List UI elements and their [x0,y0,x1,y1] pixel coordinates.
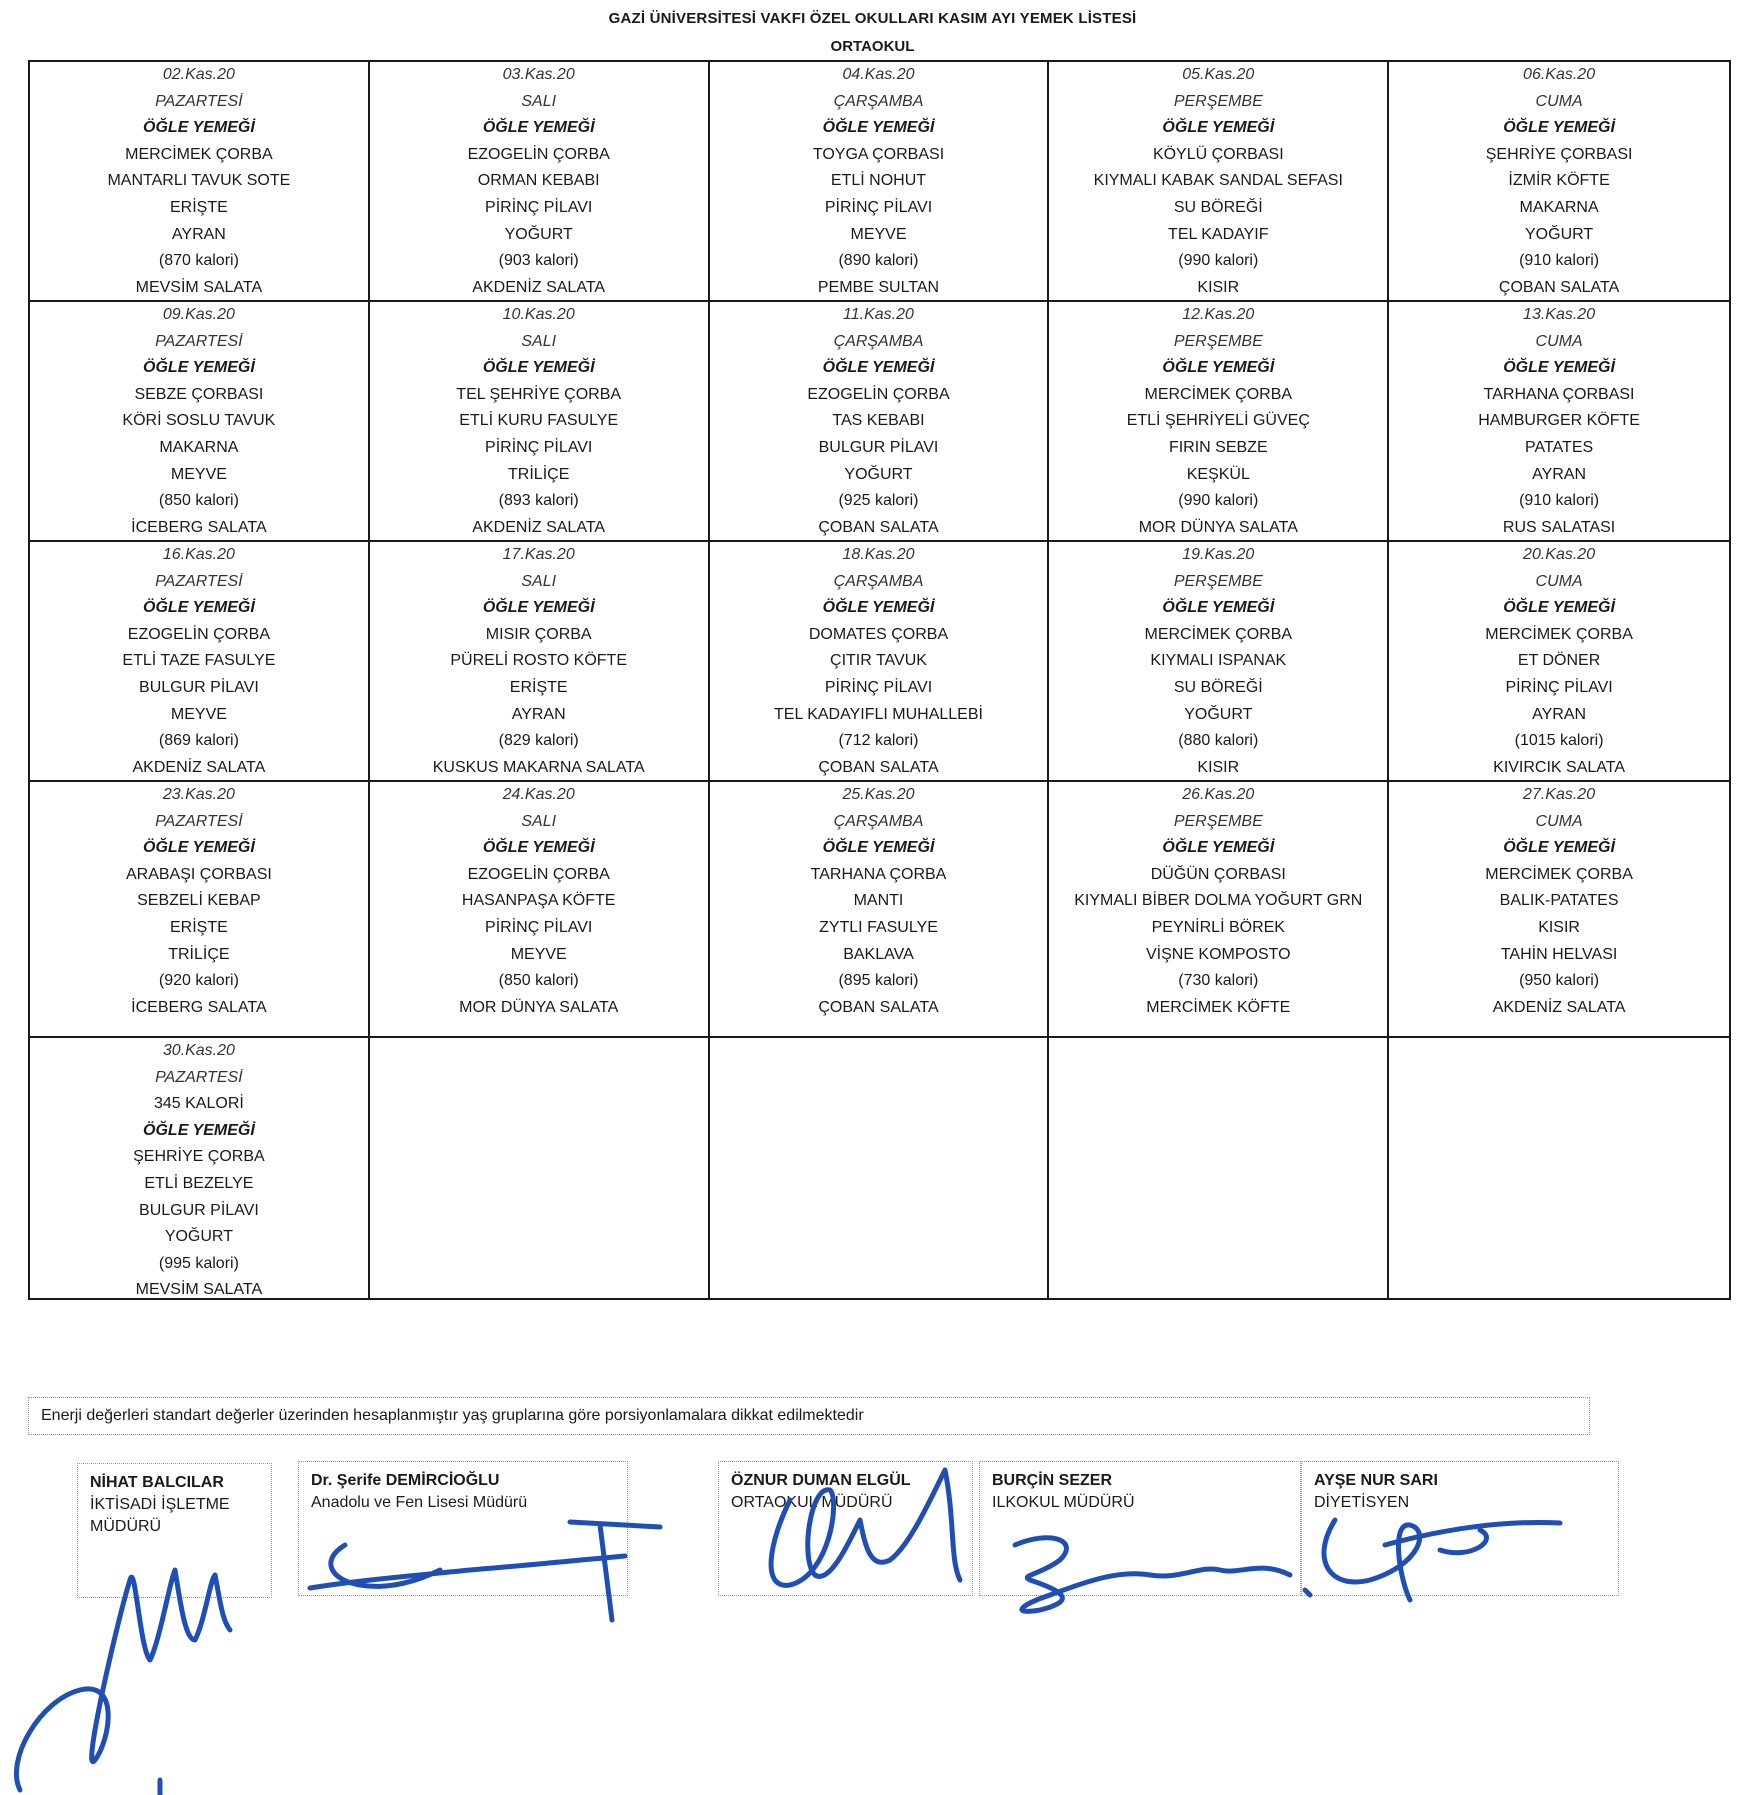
meal-label: ÖĞLE YEMEĞİ [822,359,935,377]
day-name: PERŞEMBE [1173,572,1263,590]
empty-day-cell [710,1038,1050,1298]
menu-item: ZYTLI FASULYE [819,918,938,936]
day-date: 06.Kas.20 [1523,66,1596,83]
day-cell [370,302,710,542]
menu-item: PEYNİRLİ BÖREK [1151,918,1285,936]
side-dish: MOR DÜNYA SALATA [459,998,619,1016]
menu-item: MAKARNA [159,438,239,456]
menu-item: ÇITIR TAVUK [830,652,927,670]
meal-label: ÖĞLE YEMEĞİ [1162,359,1275,377]
menu-item: MERCİMEK ÇORBA [1144,385,1293,403]
calorie-value: (995 kalori) [158,1254,239,1272]
signatory-title: İKTİSADİ İŞLETME [90,1496,230,1513]
day-cell [1389,302,1729,542]
day-cell [710,782,1050,1038]
day-date: 20.Kas.20 [1523,546,1596,563]
day-date: 05.Kas.20 [1182,66,1255,83]
menu-table [28,60,1731,1300]
menu-item: EZOGELİN ÇORBA [467,865,610,883]
meal-label: ÖĞLE YEMEĞİ [143,119,255,137]
menu-item: BALIK-PATATES [1499,892,1619,910]
day-date: 27.Kas.20 [1523,786,1596,803]
menu-item: MEYVE [850,225,907,243]
menu-item: MERCİMEK ÇORBA [125,145,273,163]
menu-item: SU BÖREĞİ [1173,678,1263,696]
calorie-value: (920 kalori) [158,972,239,990]
side-dish: İCEBERG SALATA [131,998,267,1016]
signatory-name: NİHAT BALCILAR [90,1474,224,1491]
menu-item: PİRİNÇ PİLAVI [485,198,593,216]
meal-label: ÖĞLE YEMEĞİ [1162,119,1275,137]
day-cell [1049,302,1389,542]
menu-item: MISIR ÇORBA [485,625,592,643]
menu-item: KIYMALI BİBER DOLMA YOĞURT GRN [1074,892,1363,910]
page-subtitle: ORTAOKUL [830,38,915,55]
day-name: ÇARŞAMBA [833,572,924,590]
day-cell [710,302,1050,542]
menu-item: DOMATES ÇORBA [808,625,949,643]
day-name: SALI [521,572,557,590]
side-dish: MOR DÜNYA SALATA [1138,518,1298,536]
menu-item: PİRİNÇ PİLAVI [485,918,593,936]
menu-item: ETLİ KURU FASULYE [459,412,619,430]
side-dish: ÇOBAN SALATA [818,518,939,536]
menu-item: PATATES [1525,438,1594,456]
day-cell [30,1038,370,1298]
menu-item: TAHİN HELVASI [1500,945,1618,963]
meal-label: ÖĞLE YEMEĞİ [1162,599,1275,617]
menu-item: SEBZE ÇORBASI [134,385,264,403]
day-name: ÇARŞAMBA [833,812,924,830]
menu-item: MEYVE [170,465,227,483]
day-name: PAZARTESİ [155,812,243,830]
side-dish: ÇOBAN SALATA [818,998,939,1016]
day-name: PERŞEMBE [1173,92,1263,110]
menu-item: EZOGELİN ÇORBA [127,625,271,643]
menu-item: AYRAN [171,225,226,243]
meal-label: ÖĞLE YEMEĞİ [143,599,255,617]
menu-item: ETLİ TAZE FASULYE [122,652,276,670]
day-name: CUMA [1535,572,1583,590]
calorie-value: (880 kalori) [1178,732,1259,750]
day-cell [710,62,1050,302]
meal-label: ÖĞLE YEMEĞİ [143,839,255,857]
day-date: 25.Kas.20 [842,786,915,803]
menu-item: BULGUR PİLAVI [818,438,939,456]
meal-label: ÖĞLE YEMEĞİ [143,359,255,377]
menu-item: PİRİNÇ PİLAVI [824,198,933,216]
day-cell [370,782,710,1038]
day-cell [1049,542,1389,782]
day-name: SALI [521,332,557,350]
signatory-name: ÖZNUR DUMAN ELGÜL [731,1472,911,1489]
menu-item: KISIR [1538,918,1580,936]
day-cell [30,302,370,542]
day-name: PERŞEMBE [1173,332,1263,350]
signatory-name: BURÇİN SEZER [992,1472,1113,1489]
day-date: 23.Kas.20 [162,786,235,803]
day-date: 24.Kas.20 [502,786,575,803]
menu-item: YOĞURT [504,225,573,243]
calorie-value: (730 kalori) [1178,972,1259,990]
day-calorie-note: 345 KALORİ [153,1095,244,1113]
day-cell [1389,62,1729,302]
day-date: 13.Kas.20 [1523,306,1596,323]
day-name: PAZARTESİ [155,92,243,110]
calorie-value: (910 kalori) [1519,492,1600,510]
meal-label: ÖĞLE YEMEĞİ [1503,599,1615,617]
calorie-value: (850 kalori) [498,972,579,990]
day-name: SALI [521,92,557,110]
menu-item: KÖRİ SOSLU TAVUK [122,412,276,430]
meal-label: ÖĞLE YEMEĞİ [482,119,595,137]
meal-label: ÖĞLE YEMEĞİ [143,1121,255,1139]
menu-item: YOĞURT [1184,705,1253,723]
menu-item: ETLİ ŞEHRİYELİ GÜVEÇ [1126,412,1310,430]
side-dish: KISIR [1197,758,1240,776]
side-dish: KIVIRCIK SALATA [1493,758,1626,776]
menu-item: TEL KADAYIF [1168,225,1269,243]
menu-item: PİRİNÇ PİLAVI [824,678,933,696]
calorie-value: (893 kalori) [498,492,579,510]
side-dish: MERCİMEK KÖFTE [1146,998,1291,1016]
menu-item: SEBZELİ KEBAP [137,892,261,910]
calorie-value: (712 kalori) [838,732,919,750]
menu-item: YOĞURT [164,1228,233,1246]
signatory-title: Anadolu ve Fen Lisesi Müdürü [311,1494,528,1511]
calorie-value: (950 kalori) [1519,972,1600,990]
menu-item: ŞEHRİYE ÇORBASI [1485,145,1633,163]
menu-item: ERİŞTE [170,198,228,216]
menu-item: MEYVE [170,705,227,723]
meal-label: ÖĞLE YEMEĞİ [1503,839,1615,857]
signatory-title: DİYETİSYEN [1314,1494,1410,1511]
menu-item: KÖYLÜ ÇORBASI [1152,145,1284,163]
day-date: 17.Kas.20 [502,546,575,563]
signature-nihat [16,1570,230,1790]
meal-label: ÖĞLE YEMEĞİ [482,599,595,617]
calorie-value: (990 kalori) [1178,492,1259,510]
calorie-value: (910 kalori) [1519,252,1600,270]
meal-label: ÖĞLE YEMEĞİ [1503,359,1615,377]
menu-item: BULGUR PİLAVI [139,678,259,696]
menu-item: MAKARNA [1519,198,1599,216]
signatory-name: AYŞE NUR SARI [1314,1472,1438,1489]
meal-label: ÖĞLE YEMEĞİ [482,359,595,377]
menu-item: MERCİMEK ÇORBA [1485,625,1633,643]
side-dish: ÇOBAN SALATA [818,758,939,776]
side-dish: KISIR [1197,278,1240,296]
menu-item: TRİLİÇE [508,465,570,483]
side-dish: MEVSİM SALATA [135,278,263,296]
menu-item: KEŞKÜL [1186,465,1250,483]
signatory-name: Dr. Şerife DEMİRCİOĞLU [311,1472,500,1489]
calorie-value: (850 kalori) [158,492,239,510]
menu-item: EZOGELİN ÇORBA [807,385,950,403]
meal-label: ÖĞLE YEMEĞİ [822,119,935,137]
meal-label: ÖĞLE YEMEĞİ [1162,839,1275,857]
day-date: 18.Kas.20 [842,546,915,563]
menu-item: EZOGELİN ÇORBA [467,145,610,163]
day-date: 26.Kas.20 [1182,786,1255,803]
menu-item: KIYMALI ISPANAK [1150,652,1287,670]
signatory-title: MÜDÜRÜ [90,1518,162,1535]
side-dish: İCEBERG SALATA [131,518,267,536]
side-dish: KUSKUS MAKARNA SALATA [432,758,645,776]
day-cell [1049,782,1389,1038]
signatory-title: ILKOKUL MÜDÜRÜ [992,1494,1135,1511]
day-name: PERŞEMBE [1173,812,1263,830]
menu-item: MANTI [853,892,904,910]
day-cell [1389,782,1729,1038]
menu-item: TARHANA ÇORBASI [1483,385,1635,403]
menu-item: ERİŞTE [170,918,228,936]
menu-item: ETLİ NOHUT [830,172,927,190]
menu-item: TEL KADAYIFLI MUHALLEBİ [774,705,983,723]
day-date: 19.Kas.20 [1182,546,1255,563]
empty-day-cell [370,1038,710,1298]
energy-note: Enerji değerleri standart değerler üzerinden hesaplanmıştır yaş gruplarına göre porsiyonlamalara dikkat edilmektedir [28,1397,1590,1435]
side-dish: AKDENİZ SALATA [1492,998,1626,1016]
day-date: 16.Kas.20 [162,546,235,563]
day-date: 11.Kas.20 [843,306,914,323]
side-dish: RUS SALATASI [1502,518,1616,536]
page-title: GAZİ ÜNİVERSİTESİ VAKFI ÖZEL OKULLARI KASIM AYI YEMEK LİSTESİ [608,10,1137,27]
day-cell [30,62,370,302]
day-name: CUMA [1535,332,1583,350]
menu-item: PİRİNÇ PİLAVI [485,438,593,456]
menu-item: ETLİ BEZELYE [144,1174,254,1192]
day-name: PAZARTESİ [155,572,243,590]
signatory-title: ORTAOKUL MÜDÜRÜ [731,1494,893,1511]
day-cell [370,62,710,302]
menu-item: DÜĞÜN ÇORBASI [1150,865,1286,883]
day-date: 02.Kas.20 [162,66,235,83]
day-name: PAZARTESİ [155,1068,243,1086]
calorie-value: (1015 kalori) [1514,732,1604,750]
menu-item: KIYMALI KABAK SANDAL SEFASI [1093,172,1343,190]
empty-day-cell [1389,1038,1729,1298]
day-cell [1389,542,1729,782]
day-cell [30,782,370,1038]
side-dish: ÇOBAN SALATA [1498,278,1620,296]
menu-item: MANTARLI TAVUK SOTE [107,172,291,190]
calorie-value: (925 kalori) [838,492,919,510]
calorie-value: (895 kalori) [838,972,919,990]
signatory-box-4 [979,1461,1301,1596]
menu-item: AYRAN [1532,465,1587,483]
menu-item: HASANPAŞA KÖFTE [461,892,616,910]
day-date: 30.Kas.20 [162,1042,235,1059]
day-name: CUMA [1535,812,1583,830]
menu-item: TEL ŞEHRİYE ÇORBA [456,385,622,403]
meal-label: ÖĞLE YEMEĞİ [822,839,935,857]
menu-item: PÜRELİ ROSTO KÖFTE [450,652,627,670]
meal-label: ÖĞLE YEMEĞİ [1503,119,1615,137]
menu-item: FIRIN SEBZE [1168,438,1268,456]
calorie-value: (990 kalori) [1178,252,1259,270]
menu-item: VİŞNE KOMPOSTO [1145,945,1291,963]
menu-item: MERCİMEK ÇORBA [1485,865,1633,883]
day-date: 10.Kas.20 [502,306,575,323]
day-cell [30,542,370,782]
menu-item: TAS KEBABI [832,412,925,430]
calorie-value: (869 kalori) [158,732,239,750]
calorie-value: (870 kalori) [158,252,239,270]
day-name: CUMA [1535,92,1583,110]
calorie-value: (903 kalori) [498,252,579,270]
side-dish: AKDENİZ SALATA [472,278,606,296]
empty-day-cell [1049,1038,1389,1298]
day-name: ÇARŞAMBA [833,332,924,350]
day-cell [1049,62,1389,302]
menu-item: ORMAN KEBABI [477,172,600,190]
menu-item: ARABAŞI ÇORBASI [125,865,272,883]
calorie-value: (890 kalori) [838,252,919,270]
menu-item: TRİLİÇE [168,945,230,963]
day-date: 09.Kas.20 [162,306,235,323]
menu-item: İZMİR KÖFTE [1508,172,1610,190]
side-dish: PEMBE SULTAN [817,278,940,296]
menu-item: BULGUR PİLAVI [139,1201,259,1219]
menu-item: ŞEHRİYE ÇORBA [133,1148,265,1166]
menu-item: PİRİNÇ PİLAVI [1505,678,1613,696]
meal-label: ÖĞLE YEMEĞİ [822,599,935,617]
menu-item: BAKLAVA [843,945,914,963]
signatory-box-1 [77,1463,272,1598]
day-name: PAZARTESİ [155,332,243,350]
day-date: 12.Kas.20 [1182,306,1255,323]
signatory-box-5 [1301,1461,1619,1596]
menu-item: TARHANA ÇORBA [810,865,947,883]
meal-label: ÖĞLE YEMEĞİ [482,839,595,857]
menu-item: TOYGA ÇORBASI [812,145,945,163]
signatory-box-2 [298,1461,628,1596]
menu-item: AYRAN [511,705,566,723]
menu-item: YOĞURT [1525,225,1594,243]
day-date: 03.Kas.20 [502,66,575,83]
menu-item: SU BÖREĞİ [1173,198,1263,216]
menu-item: ET DÖNER [1517,652,1601,670]
day-cell [370,542,710,782]
menu-item: ERİŞTE [509,678,568,696]
side-dish: AKDENİZ SALATA [472,518,606,536]
side-dish: MEVSİM SALATA [135,1281,263,1298]
day-name: SALI [521,812,557,830]
menu-item: MEYVE [510,945,567,963]
menu-item: YOĞURT [844,465,913,483]
day-name: ÇARŞAMBA [833,92,924,110]
menu-item: AYRAN [1532,705,1587,723]
menu-item: MERCİMEK ÇORBA [1144,625,1293,643]
menu-item: HAMBURGER KÖFTE [1478,412,1640,430]
day-date: 04.Kas.20 [842,66,915,83]
calorie-value: (829 kalori) [498,732,579,750]
signatory-box-3 [718,1461,973,1596]
side-dish: AKDENİZ SALATA [132,758,266,776]
day-cell [710,542,1050,782]
